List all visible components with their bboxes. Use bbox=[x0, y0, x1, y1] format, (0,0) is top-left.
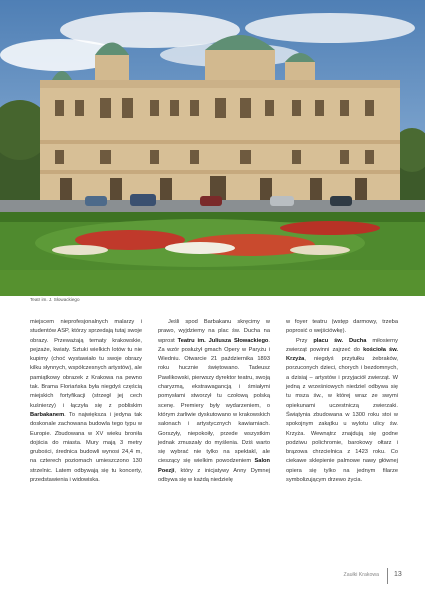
running-footer-title: Zaułki Krakowa bbox=[343, 572, 379, 578]
paragraph: w foyer teatru (wstęp darmowy, trzeba poprosić o wejściówkę). bbox=[286, 319, 398, 335]
bold-term: Teatru im. Juliusza Słowackiego bbox=[177, 337, 269, 344]
text-run: . Za wzór posłużył gmach Opery w Paryżu i Wiedniu. Otwarcie 21 października 1893 roku hucznie świętowano. Tadeusz Pawlikowski, pierwszy dyrektor teatru, swoją charyzmą, ekstrawagancją i śmiałymi pomysłami stworzył tu czołową polską scenę. Premiery były wydarzeniem, o którym żarliwie dyskutowano w krakowskich salonach i artystycznych kawiarniach. Gorszyły, niepokoiły, przede wszystkim jednak zmuszały do myślenia. Dziś warto się wybrać nie tylko na spektakl, ale cieszący się wielkim powodzeniem bbox=[158, 337, 270, 465]
text-run: miejscem nieprofesjonalnych malarzy i studentów ASP, którzy sprzedają tutaj swoje obrazy. Przeważają tematy krakowskie, pejzaże, kwiaty. Sztuki wielkich lotów tu nie kupimy (choć wystawiało tu swoje obrazy kilku słynnych, współczesnych artystów), ale pamiątkowy obrazek z Krakowa na pewno tak. Brama Floriańska była niegdyś częścią miejskich fortyfikacji (strzegł jej cech kuśnierzy) i łączyła się z pobliskim bbox=[30, 319, 142, 409]
text-run: miłosierny zwierząt powinni zajrzeć do bbox=[286, 337, 398, 353]
footer-divider bbox=[387, 568, 388, 584]
text-column-3 bbox=[286, 318, 398, 485]
text-run: , który z inicjatywy Anny Dymnej odbywa się w każdą niedzielę bbox=[158, 467, 270, 484]
bold-term: placu św. Ducha bbox=[313, 337, 367, 344]
photo-caption: Teatr im. J. Słowackiego bbox=[30, 297, 80, 302]
page-number: 13 bbox=[394, 571, 402, 578]
paragraph bbox=[286, 337, 398, 486]
text-run: , niegdyś przytułku żebraków, porzuconych dzieci, chorych i bezdomnych, a dzisiaj – artystów i przyjaciół zwierząt. W jedną z wrześniowych niedziel odbywa się tu msza św., w której wraz ze swymi opiekunami uczestniczą zwierzaki. Świątynia zbudowana w 1300 roku stoi w spokojnym zakątku u wylotu ulicy św. Krzyża. Wewnątrz znajdują się godne podziwu polichromie, barokowy ołtarz i brązowa chrzcielnica z 1423 roku. Co ciekawe sklepienie palmowe nawy głównej opiera się tylko na jednym filarze symbolizującym drzewo życia. bbox=[286, 356, 398, 484]
bold-term: Salon Poezji bbox=[158, 458, 270, 474]
text-run: . To największa i jedyna tak doskonale zachowana budowla tego typu w Europie. Zbudowana w XV wieku broniła dojścia do miasta. Mury mają 3 metry grubości, średnica budowli wynosi 24,4 m, na czterech poziomach umieszczono 130 strzelnic. Latem odbywają się tu koncerty, przedstawienia i widowiska. bbox=[30, 411, 142, 484]
text-column-1 bbox=[30, 318, 142, 485]
paragraph bbox=[158, 318, 270, 485]
paragraph bbox=[30, 318, 142, 485]
bold-term: kościoła św. Krzyża bbox=[286, 346, 398, 363]
text-run: Przy bbox=[296, 337, 314, 344]
text-column-2 bbox=[158, 318, 270, 485]
text-run: Jeśli spod Barbakanu skręcimy w prawo, wyjdziemy na plac św. Ducha na wprost bbox=[158, 319, 270, 344]
theatre-photo bbox=[0, 0, 425, 296]
bold-term: Barbakanem bbox=[30, 411, 65, 418]
